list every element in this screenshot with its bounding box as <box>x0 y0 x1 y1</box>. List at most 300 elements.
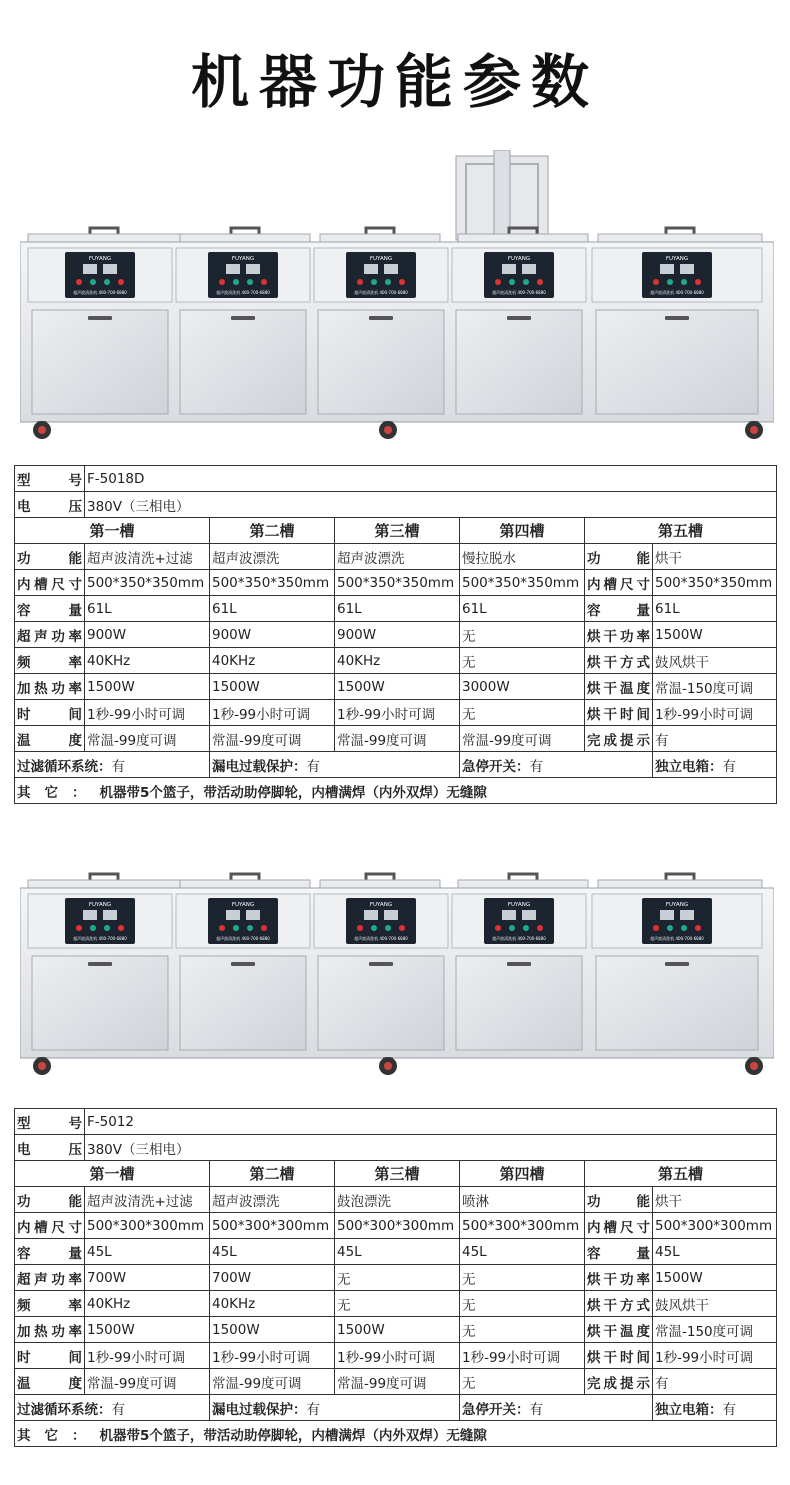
table-row <box>15 466 777 492</box>
panel-caption: 超声波清洗机 400-700-6880 <box>73 936 127 941</box>
param-label: 加热功率 <box>15 674 85 700</box>
param-value: 500*300*300mm <box>210 1213 335 1239</box>
cabinet-door <box>32 310 168 414</box>
table-row <box>15 700 777 726</box>
brand-label: FUYANG <box>369 256 393 262</box>
panel-button <box>247 279 253 285</box>
param-label-tank5: 完成提示 <box>585 1369 653 1395</box>
feature-label: 独立电箱： <box>655 758 723 775</box>
param-value: 45L <box>335 1239 460 1265</box>
param-value-tank5: 61L <box>653 596 777 622</box>
param-value: 500*300*300mm <box>85 1213 210 1239</box>
param-label-tank5: 容量 <box>585 1239 653 1265</box>
lid-handle <box>509 874 537 880</box>
param-value: 40KHz <box>210 1291 335 1317</box>
panel-button <box>523 279 529 285</box>
door-handle <box>507 962 531 966</box>
caster-hub <box>38 1062 46 1070</box>
table-row <box>15 778 777 804</box>
other-label: 其它： <box>17 1427 100 1444</box>
param-label-tank5: 内槽尺寸 <box>585 570 653 596</box>
param-value: 无 <box>460 1317 585 1343</box>
param-value-tank5: 500*350*350mm <box>653 570 777 596</box>
digital-meter <box>226 264 240 274</box>
param-label: 温度 <box>15 726 85 752</box>
panel-button <box>537 925 543 931</box>
machine-image-f5012 <box>20 868 774 1096</box>
digital-meter <box>502 264 516 274</box>
param-value: 1秒-99小时可调 <box>210 700 335 726</box>
caster-hub <box>38 426 46 434</box>
panel-button <box>219 279 225 285</box>
table-row <box>15 648 777 674</box>
panel-button <box>537 279 543 285</box>
cabinet-door <box>596 956 758 1050</box>
lid-handle <box>366 874 394 880</box>
param-value-tank5: 1秒-99小时可调 <box>653 700 777 726</box>
param-value: 900W <box>335 622 460 648</box>
tank-lid <box>28 234 180 242</box>
param-label-tank5: 烘干功率 <box>585 622 653 648</box>
param-value: 常温-99度可调 <box>335 726 460 752</box>
caster-hub <box>750 1062 758 1070</box>
brand-label: FUYANG <box>369 902 393 908</box>
panel-button <box>247 925 253 931</box>
lid-handle <box>231 228 259 234</box>
tank-header: 第一槽 <box>15 518 210 544</box>
table-row <box>15 1187 777 1213</box>
param-value: 常温-99度可调 <box>85 726 210 752</box>
panel-caption: 超声波清洗机 400-700-6880 <box>216 936 270 941</box>
param-value-tank5: 1500W <box>653 1265 777 1291</box>
digital-meter <box>246 264 260 274</box>
tank-lid <box>320 880 440 888</box>
panel-caption: 超声波清洗机 400-700-6880 <box>216 290 270 295</box>
feature-cell <box>210 1395 460 1421</box>
param-label-tank5: 容量 <box>585 596 653 622</box>
feature-label: 独立电箱： <box>655 1401 723 1418</box>
param-value: 40KHz <box>335 648 460 674</box>
brand-label: FUYANG <box>507 256 531 262</box>
model-label: 型号 <box>15 1109 85 1135</box>
feature-value: 有 <box>722 758 736 775</box>
panel-caption: 超声波清洗机 400-700-6880 <box>492 290 546 295</box>
param-value: 无 <box>460 622 585 648</box>
param-value: 常温-99度可调 <box>210 726 335 752</box>
param-value: 61L <box>335 596 460 622</box>
model-value: F-5018D <box>85 466 777 492</box>
door-handle <box>231 316 255 320</box>
param-value: 40KHz <box>210 648 335 674</box>
panel-caption: 超声波清洗机 400-700-6880 <box>354 936 408 941</box>
cabinet-door <box>32 956 168 1050</box>
param-value: 1秒-99小时可调 <box>85 1343 210 1369</box>
lid-handle <box>366 228 394 234</box>
feature-value: 有 <box>306 758 320 775</box>
param-label: 频率 <box>15 648 85 674</box>
other-value: 机器带5个篮子，带活动助停脚轮，内槽满焊（内外双焊）无缝隙 <box>99 1427 487 1444</box>
param-value: 900W <box>85 622 210 648</box>
panel-button <box>233 279 239 285</box>
feature-label: 漏电过载保护： <box>212 758 307 775</box>
param-label-tank5: 烘干方式 <box>585 648 653 674</box>
param-value: 700W <box>85 1265 210 1291</box>
param-label-tank5: 功能 <box>585 544 653 570</box>
param-value: 500*350*350mm <box>85 570 210 596</box>
param-value: 1秒-99小时可调 <box>335 1343 460 1369</box>
feature-value: 有 <box>722 1401 736 1418</box>
digital-meter <box>660 910 674 920</box>
param-value: 1500W <box>335 1317 460 1343</box>
tank-header: 第三槽 <box>335 1161 460 1187</box>
table-row <box>15 1317 777 1343</box>
page-title: 机器功能参数 <box>190 48 599 116</box>
voltage-label: 电压 <box>15 492 85 518</box>
table-row <box>15 492 777 518</box>
panel-button <box>76 279 82 285</box>
caster-hub <box>750 426 758 434</box>
param-value: 常温-99度可调 <box>210 1369 335 1395</box>
digital-meter <box>522 910 536 920</box>
param-value: 超声波清洗+过滤 <box>85 544 210 570</box>
panel-button <box>667 925 673 931</box>
brand-label: FUYANG <box>231 256 255 262</box>
param-label-tank5: 烘干功率 <box>585 1265 653 1291</box>
param-value: 鼓泡漂洗 <box>335 1187 460 1213</box>
digital-meter <box>103 910 117 920</box>
panel-button <box>118 279 124 285</box>
feature-label: 过滤循环系统： <box>17 758 112 775</box>
tank-header: 第四槽 <box>460 518 585 544</box>
tank-header: 第四槽 <box>460 1161 585 1187</box>
brand-label: FUYANG <box>88 902 112 908</box>
panel-button <box>495 925 501 931</box>
param-value: 1秒-99小时可调 <box>85 700 210 726</box>
panel-button <box>509 279 515 285</box>
table-row <box>15 1135 777 1161</box>
tank-header: 第二槽 <box>210 518 335 544</box>
panel-button <box>385 279 391 285</box>
brand-label: FUYANG <box>231 902 255 908</box>
cabinet-door <box>318 310 444 414</box>
param-value: 61L <box>460 596 585 622</box>
door-handle <box>369 316 393 320</box>
digital-meter <box>364 264 378 274</box>
param-value: 超声波漂洗 <box>210 1187 335 1213</box>
table-row <box>15 570 777 596</box>
digital-meter <box>660 264 674 274</box>
brand-label: FUYANG <box>507 902 531 908</box>
lid-handle <box>90 874 118 880</box>
panel-button <box>399 925 405 931</box>
panel-button <box>385 925 391 931</box>
tank-lid <box>458 880 588 888</box>
param-value: 1500W <box>210 674 335 700</box>
panel-button <box>667 279 673 285</box>
spec-table-f5018d <box>14 465 777 804</box>
feature-cell <box>653 752 777 778</box>
cabinet-door <box>456 956 582 1050</box>
panel-button <box>233 925 239 931</box>
table-row <box>15 622 777 648</box>
table-row <box>15 1291 777 1317</box>
feature-cell <box>460 1395 653 1421</box>
param-value: 常温-99度可调 <box>335 1369 460 1395</box>
lid-handle <box>90 228 118 234</box>
param-label-tank5: 完成提示 <box>585 726 653 752</box>
other-value: 机器带5个篮子，带活动助停脚轮，内槽满焊（内外双焊）无缝隙 <box>99 784 487 801</box>
param-label-tank5: 功能 <box>585 1187 653 1213</box>
cabinet-door <box>596 310 758 414</box>
feature-cell <box>15 1395 210 1421</box>
param-label: 频率 <box>15 1291 85 1317</box>
panel-button <box>695 279 701 285</box>
param-value: 700W <box>210 1265 335 1291</box>
panel-button <box>261 279 267 285</box>
panel-caption: 超声波清洗机 400-700-6880 <box>73 290 127 295</box>
panel-button <box>681 925 687 931</box>
table-row <box>15 1421 777 1447</box>
param-value-tank5: 有 <box>653 1369 777 1395</box>
table-row <box>15 1265 777 1291</box>
table-row <box>15 1369 777 1395</box>
param-value: 500*350*350mm <box>460 570 585 596</box>
feature-label: 急停开关： <box>462 758 530 775</box>
param-value: 500*300*300mm <box>460 1213 585 1239</box>
tank-lid <box>598 234 762 242</box>
digital-meter <box>226 910 240 920</box>
param-value: 常温-99度可调 <box>460 726 585 752</box>
panel-button <box>495 279 501 285</box>
panel-caption: 超声波清洗机 400-700-6880 <box>354 290 408 295</box>
panel-button <box>357 925 363 931</box>
brand-label: FUYANG <box>665 902 689 908</box>
panel-button <box>90 925 96 931</box>
panel-button <box>509 925 515 931</box>
param-value: 500*300*300mm <box>335 1213 460 1239</box>
door-handle <box>369 962 393 966</box>
panel-button <box>681 279 687 285</box>
feature-cell <box>210 752 460 778</box>
feature-value: 有 <box>306 1401 320 1418</box>
param-value: 3000W <box>460 674 585 700</box>
panel-button <box>76 925 82 931</box>
param-value: 1秒-99小时可调 <box>460 1343 585 1369</box>
model-label: 型号 <box>15 466 85 492</box>
param-label: 功能 <box>15 1187 85 1213</box>
digital-meter <box>502 910 516 920</box>
table-row <box>15 1213 777 1239</box>
digital-meter <box>103 264 117 274</box>
table-row <box>15 752 777 778</box>
param-value-tank5: 烘干 <box>653 544 777 570</box>
param-value: 1500W <box>335 674 460 700</box>
door-handle <box>88 316 112 320</box>
other-cell <box>15 1421 777 1447</box>
feature-cell <box>653 1395 777 1421</box>
cabinet-door <box>180 310 306 414</box>
table-row <box>15 596 777 622</box>
panel-button <box>399 279 405 285</box>
voltage-label: 电压 <box>15 1135 85 1161</box>
table-row <box>15 544 777 570</box>
param-value-tank5: 常温-150度可调 <box>653 1317 777 1343</box>
brand-label: FUYANG <box>665 256 689 262</box>
param-value: 1秒-99小时可调 <box>210 1343 335 1369</box>
table-row <box>15 1161 777 1187</box>
panel-button <box>118 925 124 931</box>
param-label-tank5: 烘干时间 <box>585 700 653 726</box>
param-label: 时间 <box>15 1343 85 1369</box>
caster-hub <box>384 1062 392 1070</box>
table-row <box>15 1395 777 1421</box>
feature-value: 有 <box>529 758 543 775</box>
panel-button <box>371 279 377 285</box>
feature-value: 有 <box>111 758 125 775</box>
table-row <box>15 674 777 700</box>
table-row <box>15 726 777 752</box>
param-value: 500*350*350mm <box>210 570 335 596</box>
table-row <box>15 1109 777 1135</box>
digital-meter <box>522 264 536 274</box>
feature-value: 有 <box>111 1401 125 1418</box>
param-value: 无 <box>460 648 585 674</box>
tank-lid <box>28 880 180 888</box>
param-value: 40KHz <box>85 648 210 674</box>
feature-label: 过滤循环系统： <box>17 1401 112 1418</box>
param-value: 40KHz <box>85 1291 210 1317</box>
panel-button <box>261 925 267 931</box>
param-value: 61L <box>210 596 335 622</box>
panel-button <box>357 279 363 285</box>
param-value: 1500W <box>85 1317 210 1343</box>
spec-table-f5012 <box>14 1108 777 1447</box>
tank-header: 第二槽 <box>210 1161 335 1187</box>
feature-label: 急停开关： <box>462 1401 530 1418</box>
door-handle <box>665 316 689 320</box>
param-value-tank5: 有 <box>653 726 777 752</box>
panel-button <box>653 279 659 285</box>
cabinet-door <box>318 956 444 1050</box>
digital-meter <box>680 264 694 274</box>
param-value-tank5: 1秒-99小时可调 <box>653 1343 777 1369</box>
param-value: 45L <box>210 1239 335 1265</box>
panel-button <box>219 925 225 931</box>
feature-label: 漏电过载保护： <box>212 1401 307 1418</box>
lid-handle <box>231 874 259 880</box>
param-label: 超声功率 <box>15 622 85 648</box>
param-label: 加热功率 <box>15 1317 85 1343</box>
tank-lid <box>180 234 310 242</box>
door-handle <box>507 316 531 320</box>
param-value: 喷淋 <box>460 1187 585 1213</box>
param-label: 内槽尺寸 <box>15 1213 85 1239</box>
digital-meter <box>680 910 694 920</box>
other-label: 其它： <box>17 784 100 801</box>
param-value: 1秒-99小时可调 <box>335 700 460 726</box>
caster-hub <box>384 426 392 434</box>
param-value: 900W <box>210 622 335 648</box>
param-label: 温度 <box>15 1369 85 1395</box>
tank-header: 第一槽 <box>15 1161 210 1187</box>
param-value: 无 <box>335 1291 460 1317</box>
param-value: 慢拉脱水 <box>460 544 585 570</box>
door-handle <box>665 962 689 966</box>
tank-header: 第五槽 <box>585 518 777 544</box>
lid-handle <box>666 874 694 880</box>
param-value: 无 <box>460 1291 585 1317</box>
tank-lid <box>320 234 440 242</box>
param-value-tank5: 鼓风烘干 <box>653 1291 777 1317</box>
param-label-tank5: 烘干温度 <box>585 674 653 700</box>
panel-caption: 超声波清洗机 400-700-6880 <box>650 936 704 941</box>
brand-label: FUYANG <box>88 256 112 262</box>
door-handle <box>231 962 255 966</box>
panel-caption: 超声波清洗机 400-700-6880 <box>650 290 704 295</box>
door-handle <box>88 962 112 966</box>
tank-lid <box>458 234 588 242</box>
panel-button <box>90 279 96 285</box>
panel-caption: 超声波清洗机 400-700-6880 <box>492 936 546 941</box>
param-value: 超声波漂洗 <box>210 544 335 570</box>
param-value: 45L <box>85 1239 210 1265</box>
param-value: 无 <box>460 1369 585 1395</box>
panel-button <box>104 279 110 285</box>
param-value: 常温-99度可调 <box>85 1369 210 1395</box>
panel-button <box>653 925 659 931</box>
tank-lid <box>180 880 310 888</box>
param-label: 内槽尺寸 <box>15 570 85 596</box>
param-label-tank5: 内槽尺寸 <box>585 1213 653 1239</box>
feature-cell <box>460 752 653 778</box>
voltage-value: 380V（三相电） <box>85 1135 777 1161</box>
param-label: 容量 <box>15 596 85 622</box>
param-value-tank5: 常温-150度可调 <box>653 674 777 700</box>
table-row <box>15 518 777 544</box>
param-value-tank5: 烘干 <box>653 1187 777 1213</box>
table-row <box>15 1343 777 1369</box>
param-value: 无 <box>335 1265 460 1291</box>
panel-button <box>104 925 110 931</box>
param-value: 无 <box>460 1265 585 1291</box>
param-label-tank5: 烘干温度 <box>585 1317 653 1343</box>
cabinet-door <box>456 310 582 414</box>
param-value: 1500W <box>85 674 210 700</box>
machine-image-f5018d <box>20 150 774 450</box>
param-label: 功能 <box>15 544 85 570</box>
param-value: 61L <box>85 596 210 622</box>
feature-value: 有 <box>529 1401 543 1418</box>
param-value-tank5: 45L <box>653 1239 777 1265</box>
param-label-tank5: 烘干时间 <box>585 1343 653 1369</box>
param-value-tank5: 鼓风烘干 <box>653 648 777 674</box>
model-value: F-5012 <box>85 1109 777 1135</box>
digital-meter <box>384 264 398 274</box>
digital-meter <box>364 910 378 920</box>
digital-meter <box>83 910 97 920</box>
lid-handle <box>666 228 694 234</box>
panel-button <box>695 925 701 931</box>
param-value: 45L <box>460 1239 585 1265</box>
param-label: 超声功率 <box>15 1265 85 1291</box>
param-value-tank5: 1500W <box>653 622 777 648</box>
param-value: 500*350*350mm <box>335 570 460 596</box>
panel-button <box>523 925 529 931</box>
param-label: 容量 <box>15 1239 85 1265</box>
param-value: 超声波清洗+过滤 <box>85 1187 210 1213</box>
param-label-tank5: 烘干方式 <box>585 1291 653 1317</box>
digital-meter <box>83 264 97 274</box>
